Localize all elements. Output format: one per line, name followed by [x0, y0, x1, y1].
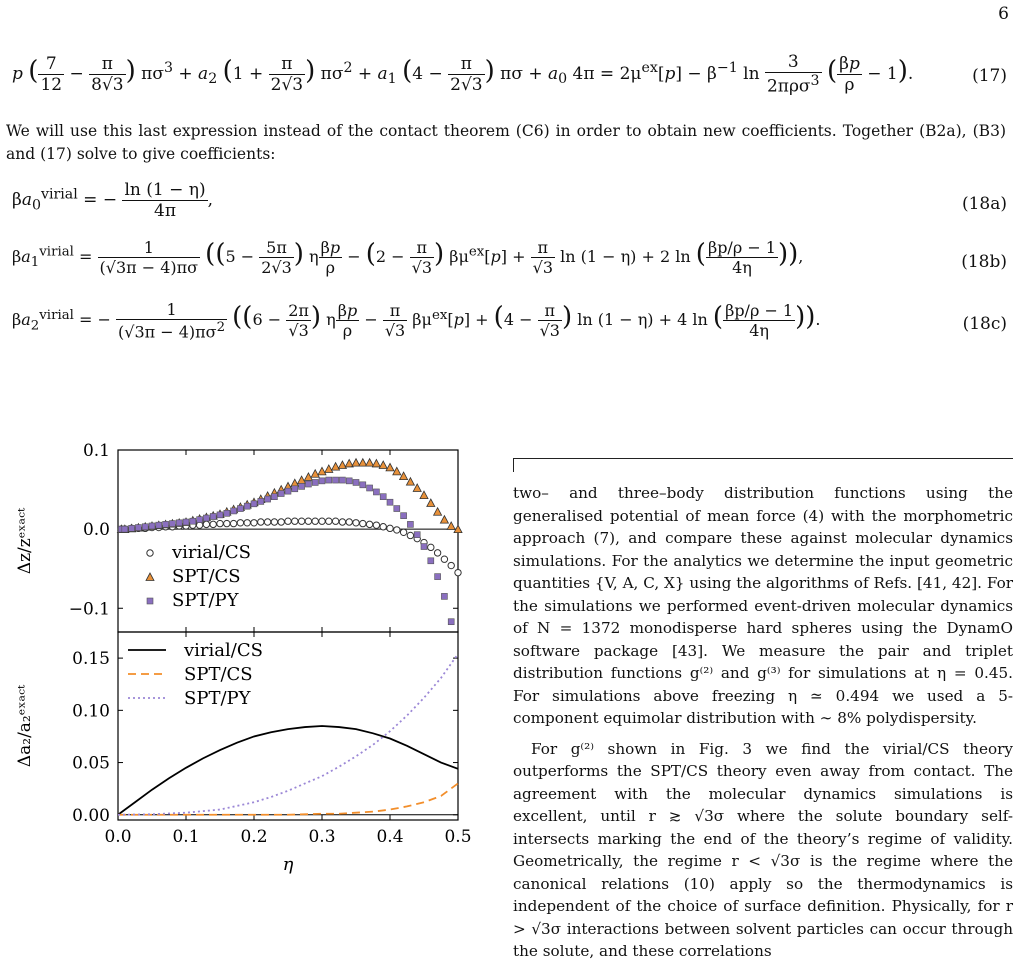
data-point	[176, 520, 182, 526]
x-tick-label: 0.3	[308, 827, 336, 847]
y-tick-label: 0.10	[72, 701, 110, 722]
data-point	[135, 525, 141, 531]
series-line	[118, 654, 458, 815]
panel-frame	[118, 632, 458, 820]
equation-17-number: (17)	[972, 66, 1007, 86]
data-point	[353, 479, 359, 485]
data-point	[244, 520, 250, 526]
data-point	[210, 521, 216, 527]
data-point	[373, 522, 379, 528]
data-point	[258, 519, 264, 525]
equation-18b-number: (18b)	[961, 252, 1007, 272]
series-line	[118, 783, 458, 814]
data-point	[414, 532, 420, 538]
y-tick-label: 0.00	[72, 805, 110, 826]
figure-3-chart	[0, 440, 500, 920]
y-tick-label: 0.0	[82, 520, 110, 541]
data-point	[421, 544, 427, 550]
data-point	[305, 518, 311, 524]
data-point	[372, 459, 380, 467]
data-point	[312, 479, 318, 485]
data-point	[332, 518, 338, 524]
y-tick-label: −0.1	[68, 599, 110, 620]
data-point	[230, 520, 236, 526]
column-rule	[513, 458, 1013, 472]
equation-18a-number: (18a)	[961, 194, 1007, 214]
data-point	[428, 544, 434, 550]
data-point	[217, 520, 223, 526]
data-point	[292, 486, 298, 492]
data-point	[448, 619, 454, 625]
data-point	[299, 483, 305, 489]
data-point	[237, 506, 243, 512]
legend-label: virial/CS	[172, 542, 251, 563]
data-point	[407, 521, 413, 527]
data-point	[203, 515, 209, 521]
data-point	[292, 518, 298, 524]
data-point	[367, 485, 373, 491]
data-point	[318, 467, 326, 475]
data-point	[258, 498, 264, 504]
data-point	[407, 532, 413, 538]
data-point	[428, 558, 434, 564]
bottom-panel	[15, 632, 472, 875]
data-point	[394, 506, 400, 512]
y-tick-label: 0.1	[82, 441, 110, 461]
data-point	[271, 519, 277, 525]
data-point	[265, 496, 271, 502]
data-point	[271, 494, 277, 500]
x-tick-label: 0.4	[376, 827, 404, 847]
data-point	[394, 527, 400, 533]
data-point	[366, 521, 372, 527]
data-point	[203, 521, 209, 527]
data-point	[142, 524, 148, 530]
data-point	[305, 481, 311, 487]
data-point	[244, 503, 250, 509]
data-point	[380, 524, 386, 530]
data-point	[163, 521, 169, 527]
data-point	[441, 556, 447, 562]
x-tick-label: 0.5	[444, 827, 472, 847]
data-point	[373, 489, 379, 495]
data-point	[312, 518, 318, 524]
right-column	[513, 482, 1013, 963]
data-point	[339, 519, 345, 525]
data-point	[386, 463, 394, 471]
data-point	[319, 518, 325, 524]
data-point	[285, 518, 291, 524]
data-point	[224, 520, 230, 526]
equation-18c-number: (18c)	[962, 314, 1007, 334]
data-point	[237, 520, 243, 526]
data-point	[333, 477, 339, 483]
data-point	[278, 491, 284, 497]
data-point	[217, 512, 223, 518]
data-point	[169, 521, 175, 527]
data-point	[251, 520, 257, 526]
data-point	[359, 459, 367, 467]
data-point	[346, 478, 352, 484]
data-point	[434, 550, 440, 556]
data-point	[435, 574, 441, 580]
x-tick-label: 0.1	[172, 827, 200, 847]
data-point	[298, 518, 304, 524]
data-point	[360, 520, 366, 526]
y-axis-label: Δz/zᵉˣᵃᶜᵗ	[15, 507, 35, 575]
panel-frame	[118, 450, 458, 632]
data-point	[400, 472, 408, 480]
data-point	[210, 513, 216, 519]
data-point	[285, 488, 291, 494]
data-point	[326, 518, 332, 524]
data-point	[366, 459, 374, 467]
data-point	[379, 461, 387, 469]
data-point	[441, 593, 447, 599]
y-tick-label: 0.05	[72, 753, 110, 774]
data-point	[339, 477, 345, 483]
data-point	[264, 519, 270, 525]
series-line	[118, 726, 458, 815]
data-point	[401, 513, 407, 519]
legend-marker	[147, 598, 153, 604]
legend-label: virial/CS	[184, 640, 263, 661]
data-point	[387, 525, 393, 531]
data-point	[190, 518, 196, 524]
data-point	[440, 516, 448, 524]
y-axis-label: Δa₂/a₂ᵉˣᵃᶜᵗ	[15, 684, 35, 768]
legend-label: SPT/PY	[172, 590, 239, 611]
legend-label: SPT/CS	[172, 566, 241, 587]
data-point	[338, 461, 346, 469]
data-point	[434, 508, 442, 516]
data-point	[325, 465, 333, 473]
data-point	[400, 529, 406, 535]
right-paragraph-2: For g⁽²⁾ shown in Fig. 3 we find the virial/CS theory outperforms the SPT/CS theory even away from contact. The agreement with the molecular dynamics simulations is excellent, until r ≳ √3σ where the solute boundary self-intersects marking the end of the theory’s regime of validity. Geometrically, the regime r < √3σ is the regime where the canonical relations (10) apply so the thermodynamics is independent of the choice of surface definition. Physically, for r > √3σ interactions between solvent particles can occur through the solute, and these correlations	[513, 739, 1013, 960]
data-point	[197, 517, 203, 523]
data-point	[353, 520, 359, 526]
right-paragraph-1: two– and three–body distribution functions using the generalised potential of mean force (4) with the morphometric approach (7), and compare these against molecular dynamics simulations. For the analytics we determine the input geometric quantities {V, A, C, X} using the algorithms of Refs. [41, 42]. For the simulations we performed event-driven molecular dynamics of N = 1372 monodisperse hard spheres using the DynamO software package [43]. We measure the pair and triplet distribution functions g⁽²⁾ and g⁽³⁾ for simulations at η = 0.45. For simulations above freezing η ≃ 0.494 we used a 5-component equimolar distribution with ∼ 8% polydispersity.	[513, 484, 1013, 727]
data-point	[352, 459, 360, 467]
data-point	[360, 482, 366, 488]
data-point	[319, 478, 325, 484]
legend-label: SPT/CS	[184, 664, 253, 685]
data-point	[129, 525, 135, 531]
legend-marker	[147, 550, 153, 556]
top-panel	[15, 441, 462, 632]
legend-label: SPT/PY	[184, 688, 251, 709]
data-point	[427, 499, 435, 507]
x-tick-label: 0.2	[240, 827, 268, 847]
x-axis-label: η	[282, 854, 294, 875]
data-point	[346, 519, 352, 525]
x-tick-label: 0.0	[104, 827, 132, 847]
data-point	[231, 508, 237, 514]
data-point	[380, 494, 386, 500]
data-point	[326, 477, 332, 483]
legend-marker	[146, 573, 154, 581]
data-point	[156, 522, 162, 528]
data-point	[332, 463, 340, 471]
y-tick-label: 0.15	[72, 649, 110, 670]
data-point	[251, 501, 257, 507]
data-point	[122, 526, 128, 532]
page-number: 6	[998, 4, 1009, 24]
data-point	[278, 519, 284, 525]
data-point	[420, 491, 428, 499]
data-point	[149, 523, 155, 529]
data-point	[183, 519, 189, 525]
data-point	[448, 562, 454, 568]
data-point	[311, 470, 319, 478]
data-point	[387, 499, 393, 505]
data-point	[224, 510, 230, 516]
data-point	[455, 569, 461, 575]
intro-paragraph: We will use this last expression instead of the contact theorem (C6) in order to obtain new coefficients. Together (B2a), (B3) and (17) solve to give coefficients:	[6, 122, 1006, 163]
